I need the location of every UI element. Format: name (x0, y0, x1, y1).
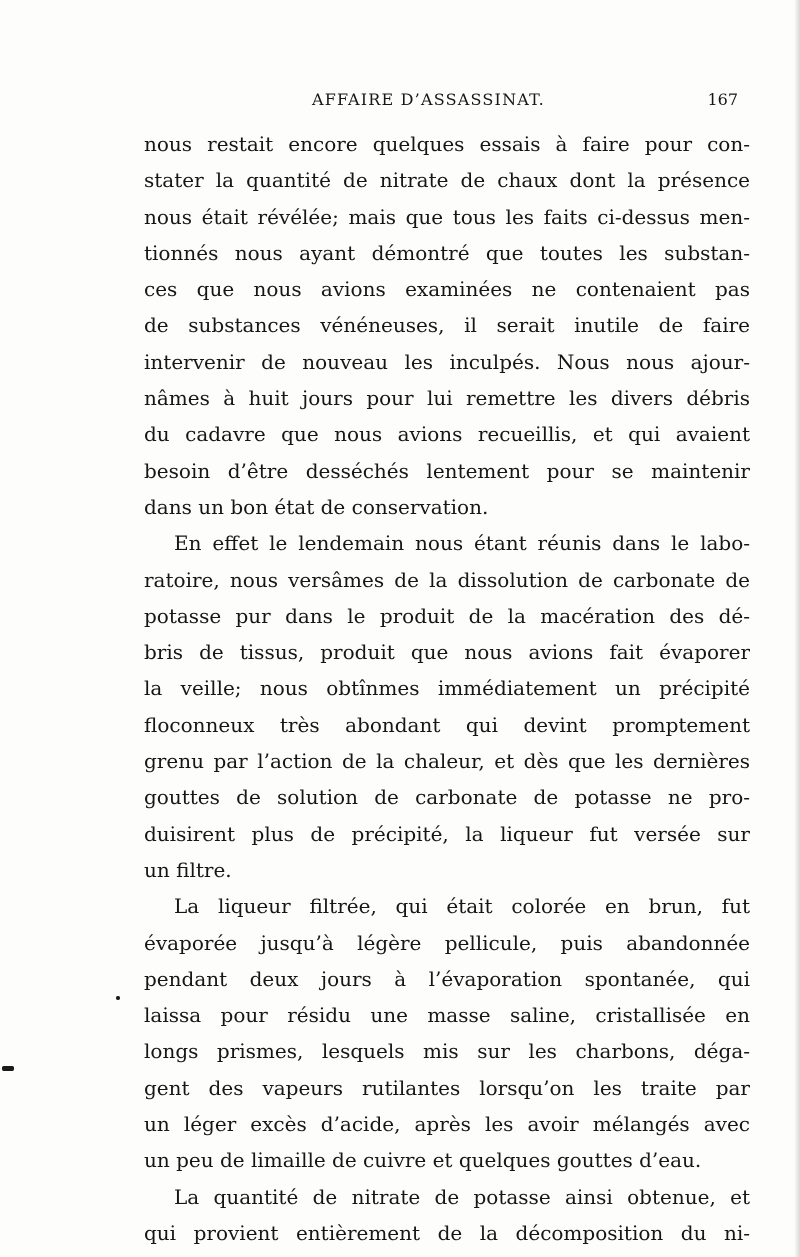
text-line: du cadavre que nous avions recueillis, et qui avaient (144, 422, 750, 447)
text-line: laissa pour résidu une masse saline, cristallisée en (144, 1003, 750, 1028)
text-line: duisirent plus de précipité, la liqueur fut versée sur (144, 821, 750, 846)
body-text (144, 126, 750, 1251)
text-line: longs prismes, lesquels mis sur les charbons, déga- (144, 1039, 750, 1064)
text-line: gouttes de solution de carbonate de potasse ne pro- (144, 785, 750, 810)
text-line: un peu de limaille de cuivre et quelques gouttes d’eau. (144, 1148, 702, 1173)
text-line: tionnés nous ayant démontré que toutes les substan- (144, 240, 750, 265)
text-line: stater la quantité de nitrate de chaux dont la présence (144, 168, 750, 193)
page-edge-shadow (794, 0, 800, 1257)
margin-dash (2, 1066, 14, 1071)
text-line: évaporée jusqu’à légère pellicule, puis abandonnée (144, 930, 750, 955)
text-line: La liqueur filtrée, qui était colorée en brun, fut (174, 894, 750, 919)
text-line: un filtre. (144, 857, 232, 882)
text-line: En effet le lendemain nous étant réunis dans le labo- (174, 531, 750, 556)
text-line: nous restait encore quelques essais à faire pour con- (144, 132, 750, 156)
text-line: gent des vapeurs rutilantes lorsqu’on les traite par (144, 1075, 750, 1100)
text-line: nous était révélée; mais que tous les faits ci-dessus men- (144, 204, 750, 229)
text-line: bris de tissus, produit que nous avions fait évaporer (144, 640, 750, 665)
page-header (140, 90, 740, 116)
text-line: La quantité de nitrate de potasse ainsi obtenue, et (174, 1184, 750, 1209)
text-line: potasse pur dans le produit de la macération des dé- (144, 603, 750, 628)
text-line: de substances vénéneuses, il serait inutile de faire (144, 313, 750, 338)
text-line: nâmes à huit jours pour lui remettre les divers débris (144, 386, 750, 411)
running-title: AFFAIRE D’ASSASSINAT. (312, 90, 545, 109)
text-line: un léger excès d’acide, après les avoir mélangés avec (144, 1112, 750, 1137)
text-line: ces que nous avions examinées ne contenaient pas (144, 277, 750, 302)
margin-dot (116, 996, 120, 1000)
text-line: ratoire, nous versâmes de la dissolution de carbonate de (144, 567, 750, 592)
text-line: pendant deux jours à l’évaporation spontanée, qui (144, 966, 750, 991)
text-line: qui provient entièrement de la décomposition du ni- (144, 1220, 750, 1245)
text-line: la veille; nous obtînmes immédiatement un précipité (144, 676, 750, 701)
text-line: floconneux très abondant qui devint promptement (144, 712, 750, 737)
text-line: grenu par l’action de la chaleur, et dès que les dernières (144, 749, 750, 774)
text-line: dans un bon état de conservation. (144, 494, 489, 519)
page-number: 167 (707, 90, 738, 109)
text-line: besoin d’être desséchés lentement pour se maintenir (144, 458, 750, 483)
text-line: intervenir de nouveau les inculpés. Nous nous ajour- (144, 349, 750, 374)
